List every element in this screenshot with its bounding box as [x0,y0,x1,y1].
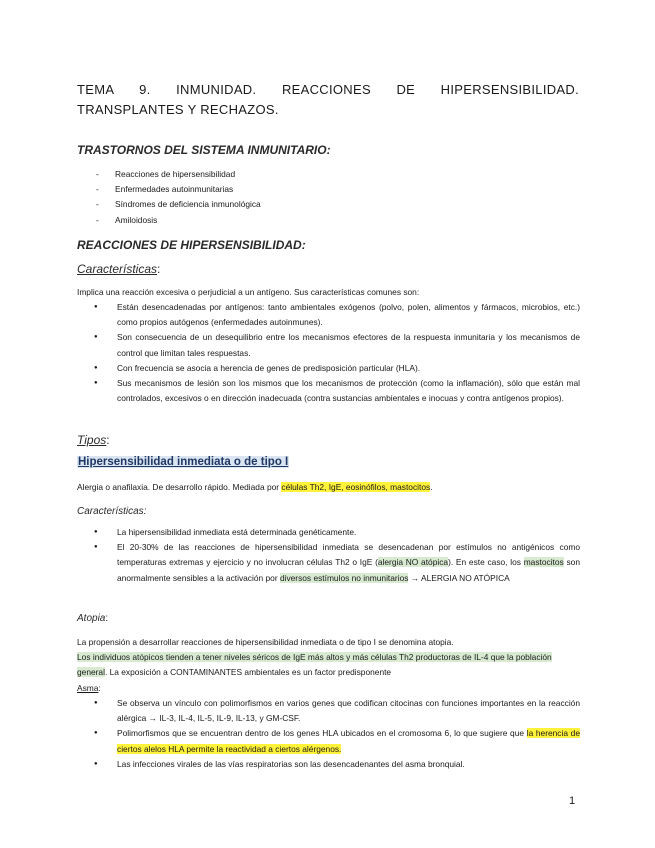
asma-list [94,696,580,772]
page-title: TEMA 9. INMUNIDAD. REACCIONES DE HIPERSENSIBILIDAD. TRANSPLANTES Y RECHAZOS. [77,82,579,117]
list-item: - Reacciones de hipersensibilidad [96,169,236,179]
subheading-atopia: Atopia: [77,613,109,624]
list-item: - Enfermedades autoinmunitarias [96,184,234,195]
list-item: ● Las infecciones virales de las vías respiratorias son las desencadenantes del asma bronquial. [94,757,580,772]
list-item: ● Son consecuencia de un desequilibrio entre los mecanismos efectores de la respuesta inmunitaria y los mecanismos de control que limitan tales respuestas. [94,330,580,360]
list-item: ● El 20-30% de las reacciones de hipersensibilidad inmediata se desencadenan por estímulos no antigénicos como temperaturas extremas y ejercicio y no involucran células Th2 o IgE (alergia NO atópica). En este caso, los mastocitos son anormalmente sensibles a la activación por diversos estímulos no inmunitarios → ALERGIA NO ATÓPICA [94,540,580,586]
section-heading-trastornos: TRASTORNOS DEL SISTEMA INMUNITARIO: [77,143,331,157]
tipo-i-description: Alergia o anafilaxia. De desarrollo rápido. Mediada por células Th2, IgE, eosinófilos, mastocitos. [77,482,433,492]
subheading-tipos: Tipos: [77,433,110,447]
list-item: - Síndromes de deficiencia inmunológica [96,199,261,210]
page-number: 1 [569,795,576,807]
list-item: ● La hipersensibilidad inmediata está determinada genéticamente. [94,525,580,540]
intro-paragraph: Implica una reacción excesiva o perjudicial a un antígeno. Sus características comunes son: [77,287,420,297]
trastornos-list [96,167,261,228]
caracteristicas-list [94,300,580,406]
section-heading-tipo-i: Hipersensibilidad inmediata o de tipo I [78,456,289,468]
atopia-paragraph: La propensión a desarrollar reacciones de hipersensibilidad inmediata o de tipo I se denomina atopia. Los individuos atópicos tienden a tener niveles séricos de IgE más altos y más células Th2 productoras de IL-4 que la población general. La exposición a CONTAMINANTES ambientales es un factor predisponente Asma: [77,637,552,693]
list-item: ● Están desencadenadas por antígenos: tanto ambientales exógenos (polvo, polen, alimentos y fármacos, microbios, etc.) como propios autógenos (enfermedades autoinmunes). [94,300,580,330]
tipo-i-list [94,525,580,586]
section-heading-hipersensibilidad: REACCIONES DE HIPERSENSIBILIDAD: [77,238,306,252]
subheading-tipo-i-caracteristicas: Características: [77,506,147,517]
list-item: ● Polimorfismos que se encuentran dentro de los genes HLA ubicados en el cromosoma 6, lo que sugiere que la herencia de ciertos alelos HLA permite la reactividad a ciertos alérgenos. [94,726,580,756]
list-item: ● Se observa un vínculo con polimorfismos en varios genes que codifican citocinas con funciones importantes en la reacción alérgica → IL-3, IL-4, IL-5, IL-9, IL-13, y GM-CSF. [94,696,580,726]
subheading-caracteristicas: Características: [77,262,161,276]
list-item: ● Sus mecanismos de lesión son los mismos que los mecanismos de protección (como la inflamación), sólo que están mal controlados, excesivos o en dirección inadecuada (contra sustancias ambientales e inocuas y contra antígenos propios). [94,376,580,406]
list-item: ● Con frecuencia se asocia a herencia de genes de predisposición particular (HLA). [94,361,580,376]
list-item: - Amiloidosis [96,214,158,225]
